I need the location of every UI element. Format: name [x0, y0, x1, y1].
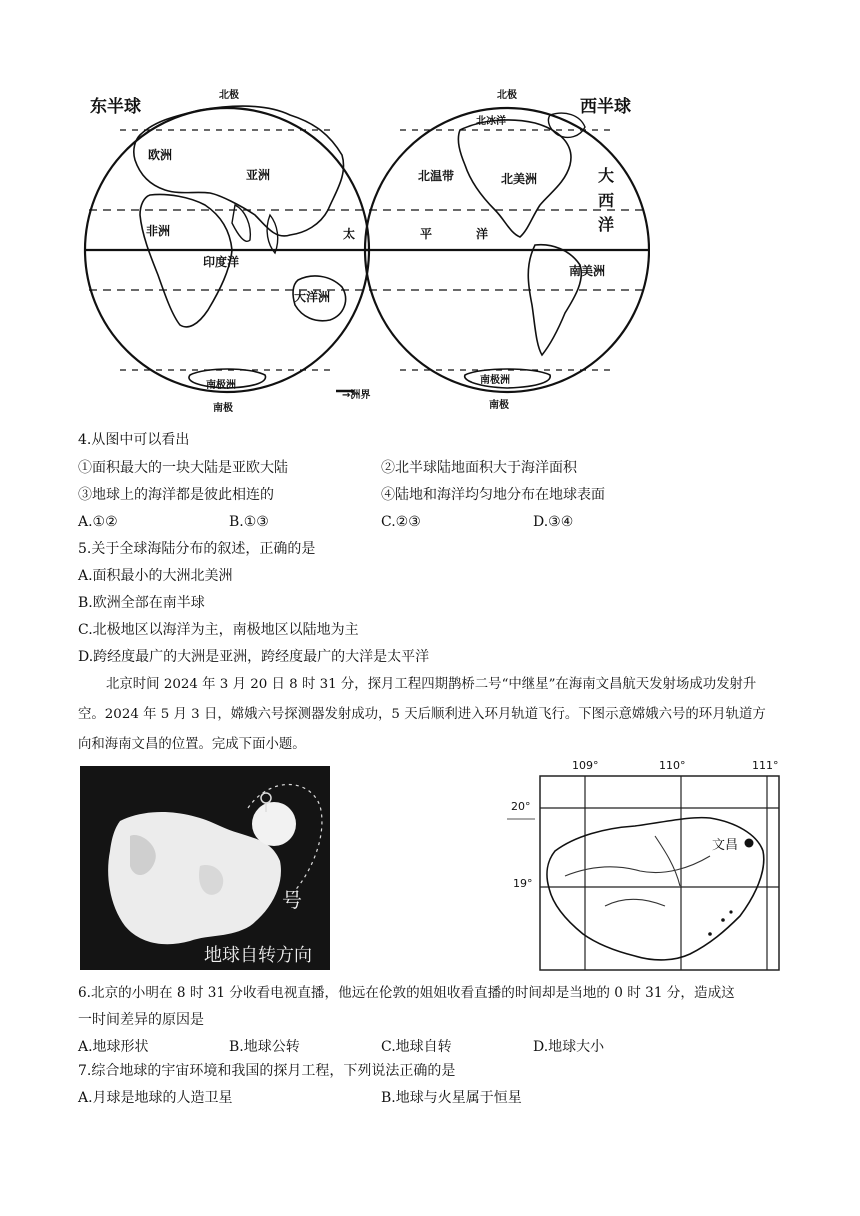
q6-stem-line-2: 一时间差异的原因是 — [78, 1012, 204, 1028]
north-pole-label-west: 北极 — [497, 90, 517, 101]
south-pole-label-west: 南极 — [489, 400, 509, 411]
west-antarctica-label: 南极洲 — [480, 375, 510, 386]
indian-ocean-label: 印度洋 — [203, 255, 240, 269]
africa-label: 非洲 — [146, 224, 171, 238]
atlantic-char-2: 西 — [598, 191, 615, 210]
q4-statement-3: ③地球上的海洋都是彼此相连的 — [78, 487, 274, 503]
longitude-109-label: 109° — [572, 759, 599, 772]
q4-option-c[interactable]: C.②③ — [381, 514, 421, 530]
europe-label: 欧洲 — [148, 148, 173, 162]
q4-option-d[interactable]: D.③④ — [533, 514, 574, 530]
oceania-label: 大洋洲 — [294, 290, 331, 304]
latitude-20-label: 20° — [511, 800, 531, 813]
arctic-ocean-label: 北冰洋 — [476, 116, 506, 127]
q6-option-c[interactable]: C.地球自转 — [381, 1039, 452, 1055]
reading-passage: 北京时间 2024 年 3 月 20 日 8 时 31 分，探月工程四期鹊桥二号“中继星”在海南文昌航天发射场成功发射升空。2024 年 5 月 3 日，嫦娥六号探测器发射成功，5 天后顺利进入环月轨道飞行。下图示意嫦娥六号的环月轨道方向和海南文昌的位置。完成下面小题。 — [78, 677, 766, 752]
pacific-char-2: 平 — [420, 227, 433, 241]
atlantic-char-3: 洋 — [598, 215, 615, 234]
longitude-111-label: 111° — [752, 759, 779, 772]
q7-option-b[interactable]: B.地球与火星属于恒星 — [381, 1090, 522, 1106]
q6-option-d[interactable]: D.地球大小 — [533, 1039, 605, 1055]
pacific-char-1: 太 — [343, 227, 356, 241]
north-pole-label-east: 北极 — [219, 90, 239, 101]
north-temperate-label: 北温带 — [418, 169, 455, 183]
wenchang-label: 文昌 — [712, 838, 739, 853]
pacific-char-3: 洋 — [476, 227, 489, 241]
q7-option-a[interactable]: A.月球是地球的人造卫星 — [78, 1090, 233, 1106]
south-pole-label-east: 南极 — [213, 403, 233, 414]
orbit-photo — [80, 766, 330, 970]
q6-stem-line-1: 6.北京的小明在 8 时 31 分收看电视直播，他远在伦敦的姐姐收看直播的时间却是当地的 0 时 31 分，造成这 — [78, 985, 735, 1001]
q4-stem: 4.从图中可以看出 — [78, 432, 190, 448]
q5-option-b[interactable]: B.欧洲全部在南半球 — [78, 595, 205, 611]
east-hemisphere-title: 东半球 — [90, 97, 141, 117]
q5-option-c[interactable]: C.北极地区以海洋为主，南极地区以陆地为主 — [78, 622, 359, 638]
latitude-19-label: 19° — [513, 877, 533, 890]
q4-option-b[interactable]: B.①③ — [229, 514, 269, 530]
q4-statement-2: ②北半球陆地面积大于海洋面积 — [381, 460, 577, 476]
north-america-label: 北美洲 — [501, 172, 538, 186]
world-hemispheres-map — [80, 75, 650, 415]
south-america-label: 南美洲 — [569, 264, 606, 278]
antarctica-label: 南极洲 — [206, 380, 236, 391]
legend-label: →洲界 — [342, 390, 371, 401]
q5-option-d[interactable]: D.跨经度最广的大洲是亚洲，跨经度最广的大洋是太平洋 — [78, 649, 430, 665]
photo-label-rotation: 地球自转方向 — [204, 945, 312, 966]
west-hemisphere-title: 西半球 — [580, 97, 631, 117]
q5-option-a[interactable]: A.面积最小的大洲北美洲 — [78, 568, 233, 584]
q4-statement-1: ①面积最大的一块大陆是亚欧大陆 — [78, 460, 288, 476]
q4-statement-4: ④陆地和海洋均匀地分布在地球表面 — [381, 487, 605, 503]
q6-option-a[interactable]: A.地球形状 — [78, 1039, 149, 1055]
west-hemisphere — [365, 108, 649, 392]
photo-label-number: 号 — [282, 888, 302, 912]
asia-label: 亚洲 — [246, 168, 271, 182]
q4-option-a[interactable]: A.①② — [78, 514, 118, 530]
longitude-110-label: 110° — [659, 759, 686, 772]
q6-option-b[interactable]: B.地球公转 — [229, 1039, 300, 1055]
atlantic-char-1: 大 — [598, 166, 615, 185]
east-hemisphere — [85, 106, 369, 392]
orbit-photo-graphic — [80, 766, 330, 970]
q7-stem: 7.综合地球的宇宙环境和我国的探月工程，下列说法正确的是 — [78, 1063, 456, 1079]
hainan-map — [505, 756, 780, 972]
q5-stem: 5.关于全球海陆分布的叙述，正确的是 — [78, 541, 316, 557]
